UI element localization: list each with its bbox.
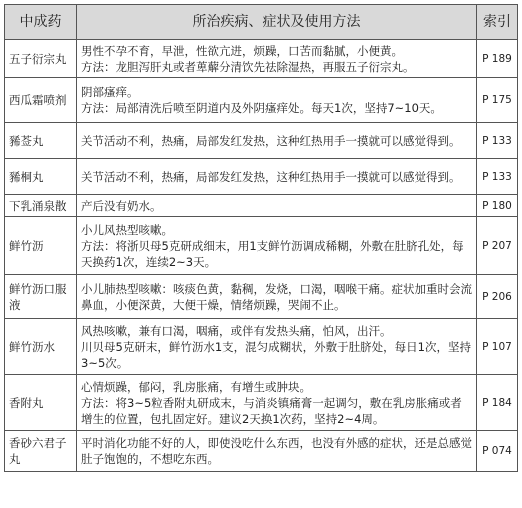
medicine-table bbox=[4, 4, 518, 472]
page-index: P 074 bbox=[477, 431, 518, 472]
medicine-description bbox=[77, 217, 477, 275]
description-line: 产后没有奶水。 bbox=[81, 198, 162, 213]
description-line: 男性不孕不育，早泄，性欲亢进，烦躁，口苦而黏腻，小便黄。 bbox=[81, 43, 403, 58]
header-index: 索引 bbox=[477, 5, 518, 40]
medicine-description bbox=[77, 159, 477, 195]
description-line: 方法：局部清洗后喷至阴道内及外阴瘙痒处。每天1次，坚持7~10天。 bbox=[81, 101, 442, 115]
medicine-name: 西瓜霜喷剂 bbox=[5, 78, 77, 123]
description-line: 川贝母5克研末，鲜竹沥水1支，混匀成糊状，外敷于肚脐处，每日1次，坚持3~5次。 bbox=[81, 339, 471, 370]
description-line: 关节活动不利，热痛，局部发红发热，这种红热用手一摸就可以感觉得到。 bbox=[81, 133, 461, 148]
medicine-description bbox=[77, 195, 477, 217]
description-line: 平时消化功能不好的人，即使没吃什么东西，也没有外感的症状，还是总感觉肚子饱饱的，不想吃东西。 bbox=[81, 436, 472, 466]
table-row bbox=[5, 217, 518, 275]
description-line: 方法：将3~5粒香附丸研成末，与消炎镇痛膏一起调匀，敷在乳房胀痛或者增生的位置，包扎固定好。建议2天换1次药，坚持2~4周。 bbox=[81, 395, 462, 426]
page-index: P 184 bbox=[477, 375, 518, 431]
description-line: 方法：龙胆泻肝丸或者萆薢分清饮先祛除湿热，再服五子衍宗丸。 bbox=[81, 59, 415, 74]
medicine-description bbox=[77, 431, 477, 472]
description-line: 阴部瘙痒。 bbox=[81, 85, 139, 99]
medicine-description bbox=[77, 123, 477, 159]
medicine-description bbox=[77, 375, 477, 431]
page-index: P 189 bbox=[477, 40, 518, 78]
header-description: 所治疾病、症状及使用方法 bbox=[77, 5, 477, 40]
medicine-name: 鲜竹沥水 bbox=[5, 319, 77, 375]
medicine-description bbox=[77, 319, 477, 375]
medicine-name: 香附丸 bbox=[5, 375, 77, 431]
table-row bbox=[5, 159, 518, 195]
medicine-name: 下乳涌泉散 bbox=[5, 195, 77, 217]
page-index: P 180 bbox=[477, 195, 518, 217]
page-index: P 133 bbox=[477, 123, 518, 159]
description-line: 小儿肺热型咳嗽：咳痰色黄，黏稠，发烧，口渴，咽喉干痛。症状加重时会流鼻血，小便深黄，大便干燥，情绪烦躁，哭闹不止。 bbox=[81, 281, 472, 312]
medicine-name: 豨桐丸 bbox=[5, 159, 77, 195]
page-index: P 133 bbox=[477, 159, 518, 195]
description-line: 心情烦躁，郁闷，乳房胀痛，有增生或肿块。 bbox=[81, 379, 311, 394]
description-line: 方法：将浙贝母5克研成细末，用1支鲜竹沥调成稀糊，外敷在肚脐孔处，每天换药1次，连续2~3天。 bbox=[81, 238, 464, 269]
description-line: 小儿风热型咳嗽。 bbox=[81, 222, 173, 237]
table-row bbox=[5, 195, 518, 217]
page-index: P 206 bbox=[477, 275, 518, 319]
page-index: P 207 bbox=[477, 217, 518, 275]
medicine-name: 香砂六君子丸 bbox=[5, 431, 77, 472]
medicine-description bbox=[77, 40, 477, 78]
medicine-name: 五子衍宗丸 bbox=[5, 40, 77, 78]
table-row bbox=[5, 78, 518, 123]
description-line: 关节活动不利，热痛，局部发红发热，这种红热用手一摸就可以感觉得到。 bbox=[81, 169, 461, 184]
table-header-row bbox=[5, 5, 518, 40]
medicine-description bbox=[77, 78, 477, 123]
page-index: P 107 bbox=[477, 319, 518, 375]
medicine-name: 鲜竹沥口服液 bbox=[5, 275, 77, 319]
table-row bbox=[5, 275, 518, 319]
description-line: 风热咳嗽，兼有口渴，咽痛，或伴有发热头痛，怕风，出汗。 bbox=[81, 323, 392, 338]
table-row bbox=[5, 40, 518, 78]
medicine-name: 鲜竹沥 bbox=[5, 217, 77, 275]
header-name: 中成药 bbox=[5, 5, 77, 40]
table-row bbox=[5, 431, 518, 472]
medicine-description bbox=[77, 275, 477, 319]
table-row bbox=[5, 375, 518, 431]
table-row bbox=[5, 319, 518, 375]
medicine-name: 豨莶丸 bbox=[5, 123, 77, 159]
table-row bbox=[5, 123, 518, 159]
page-index: P 175 bbox=[477, 78, 518, 123]
